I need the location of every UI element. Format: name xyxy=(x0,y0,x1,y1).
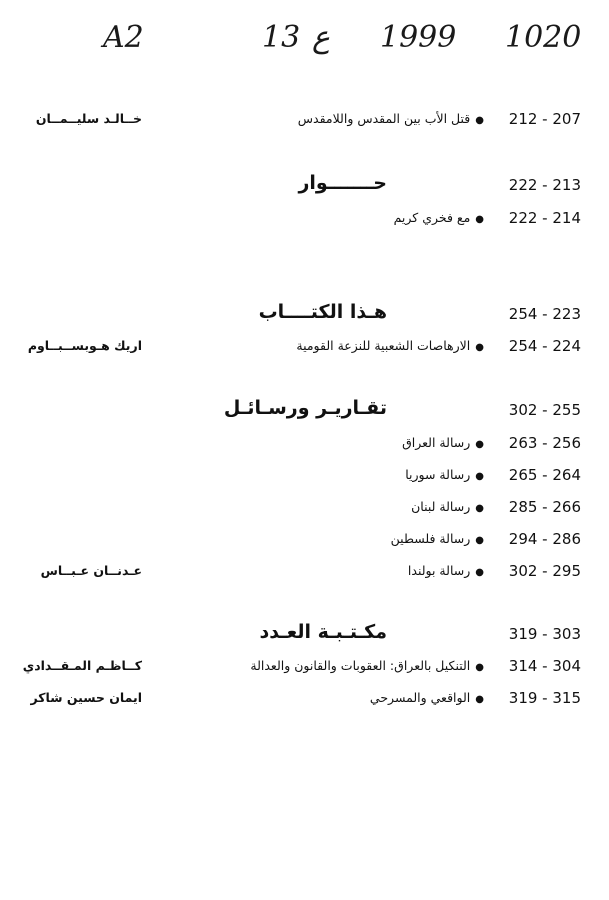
toc-section-heading xyxy=(0,174,609,198)
entry-title: ●رسالة فلسطين xyxy=(390,531,484,546)
entry-author: كــاظـم المـقــدادي xyxy=(22,658,142,673)
page-range: 254 - 224 xyxy=(508,337,581,355)
toc-entry xyxy=(0,687,609,711)
entry-author: خــالـد سليــمــان xyxy=(35,111,142,126)
bullet-icon: ● xyxy=(475,694,484,705)
bullet-icon: ● xyxy=(475,115,484,126)
handwritten-note: ع xyxy=(312,20,330,55)
bullet-icon: ● xyxy=(475,439,484,450)
entry-author: عـدنــان عـبــاس xyxy=(40,563,142,578)
entry-title: ●قتل الأب بين المقدس واللامقدس xyxy=(297,111,484,126)
entry-title: ●الارهاصات الشعبية للنزعة القومية xyxy=(296,338,484,353)
page-range: 212 - 207 xyxy=(508,110,581,128)
entry-title: ●رسالة العراق xyxy=(402,435,484,450)
page-range: 319 - 303 xyxy=(508,625,581,643)
toc-entry xyxy=(0,108,609,132)
toc-entry xyxy=(0,335,609,359)
page-range: 254 - 223 xyxy=(508,305,581,323)
page-range: 222 - 213 xyxy=(508,176,581,194)
bullet-icon: ● xyxy=(475,662,484,673)
page-range: 222 - 214 xyxy=(508,209,581,227)
entry-title: ●رسالة بولندا xyxy=(407,563,484,578)
page-range: 285 - 266 xyxy=(508,498,581,516)
toc-entry xyxy=(0,464,609,488)
toc-section-heading xyxy=(0,623,609,647)
entry-author: ايمان حسين شاكر xyxy=(30,690,142,705)
handwritten-note: 1020 xyxy=(505,20,582,55)
page-range: 294 - 286 xyxy=(508,530,581,548)
page-range: 263 - 256 xyxy=(508,434,581,452)
page-range: 302 - 295 xyxy=(508,562,581,580)
entry-title: ●التنكيل بالعراق: العقوبات والقانون والعدالة xyxy=(250,658,484,673)
handwritten-note: 1999 xyxy=(380,20,457,55)
toc-entry xyxy=(0,432,609,456)
handwritten-note: A2 xyxy=(103,20,144,55)
bullet-icon: ● xyxy=(475,535,484,546)
section-title: مكـتـبـة العـدد xyxy=(259,621,387,643)
section-title: حـــــــوار xyxy=(298,172,387,194)
entry-author: اريك هـوبســبــاوم xyxy=(27,338,142,353)
toc-entry xyxy=(0,207,609,231)
page-range: 265 - 264 xyxy=(508,466,581,484)
toc-section-heading xyxy=(0,399,609,423)
bullet-icon: ● xyxy=(475,342,484,353)
entry-title: ●الواقعي والمسرحي xyxy=(369,690,484,705)
toc-entry xyxy=(0,528,609,552)
toc-entry xyxy=(0,655,609,679)
bullet-icon: ● xyxy=(475,471,484,482)
toc-entry xyxy=(0,496,609,520)
bullet-icon: ● xyxy=(475,214,484,225)
section-title: هـذا الكتــــاب xyxy=(258,301,387,323)
page-range: 319 - 315 xyxy=(508,689,581,707)
toc-section-heading xyxy=(0,303,609,327)
entry-title: ●رسالة لبنان xyxy=(411,499,484,514)
bullet-icon: ● xyxy=(475,567,484,578)
page-range: 314 - 304 xyxy=(508,657,581,675)
section-title: تقـاريـر ورسـائـل xyxy=(223,397,387,419)
entry-title: ●رسالة سوريا xyxy=(405,467,484,482)
entry-title: ●مع فخري كريم xyxy=(393,210,484,225)
handwritten-note: 13 xyxy=(262,20,301,55)
bullet-icon: ● xyxy=(475,503,484,514)
toc-entry xyxy=(0,560,609,584)
page-range: 302 - 255 xyxy=(508,401,581,419)
